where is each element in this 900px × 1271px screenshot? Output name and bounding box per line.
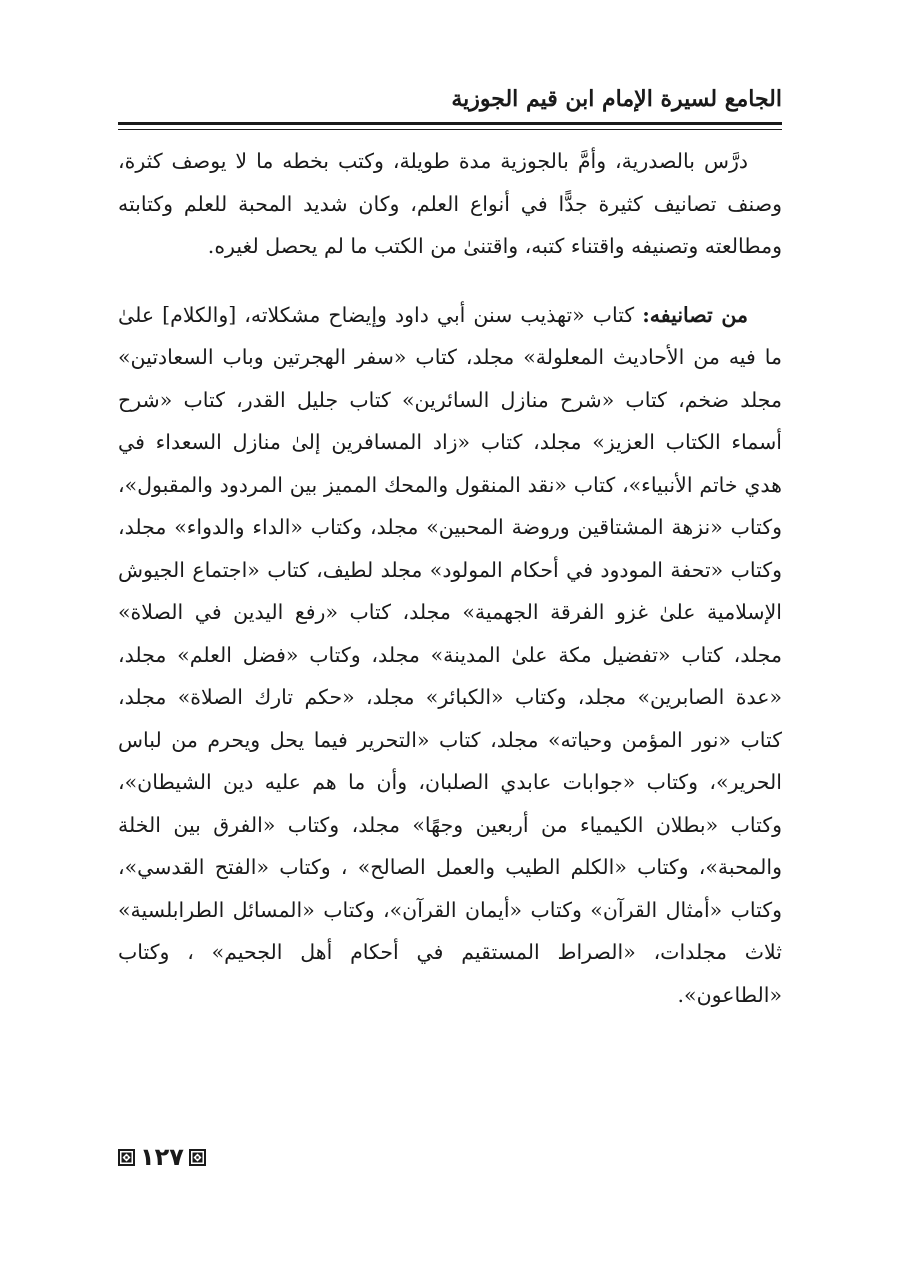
paragraph-1: درَّس بالصدرية، وأمَّ بالجوزية مدة طويلة، وكتب بخطه ما لا يوصف كثرة، وصنف تصانيف كثيرة جدًّا في أنواع العلم، وكان شديد المحبة للعلم وكتابته ومطالعته وتصنيفه واقتناء كتبه، واقتنىٰ من الكتب ما لم يحصل لغيره. [118,149,782,258]
paragraph-2-text: كتاب «تهذيب سنن أبي داود وإيضاح مشكلاته، [والكلام] علىٰ ما فيه من الأحاديث المعلولة» مجلد، كتاب «سفر الهجرتين وباب السعادتين» مجلد ضخم، كتاب «شرح منازل السائرين» كتاب جليل القدر، كتاب «شرح أسماء الكتاب العزيز» مجلد، كتاب «زاد المسافرين إلىٰ منازل السعداء في هدي خاتم الأنبياء»، كتاب «نقد المنقول والمحك المميز بين المردود والمقبول»، وكتاب «نزهة المشتاقين وروضة المحبين» مجلد، وكتاب «الداء والدواء» مجلد، وكتاب «تحفة المودود في أحكام المولود» مجلد لطيف، كتاب «اجتماع الجيوش الإسلامية علىٰ غزو الفرقة الجهمية» مجلد، كتاب «رفع اليدين في الصلاة» مجلد، كتاب «تفضيل مكة علىٰ المدينة» مجلد، وكتاب «فضل العلم» مجلد، «عدة الصابرين» مجلد، وكتاب «الكبائر» مجلد، «حكم تارك الصلاة» مجلد، كتاب «نور المؤمن وحياته» مجلد، كتاب «التحرير فيما يحل ويحرم من لباس الحرير»، وكتاب «جوابات عابدي الصلبان، وأن ما هم عليه دين الشيطان»، وكتاب «بطلان الكيمياء من أربعين وجهًا» مجلد، وكتاب «الفرق بين الخلة والمحبة»، وكتاب «الكلم الطيب والعمل الصالح» ، وكتاب «الفتح القدسي»، وكتاب «أمثال القرآن» وكتاب «أيمان القرآن»، وكتاب «المسائل الطرابلسية» ثلاث مجلدات، «الصراط المستقيم في أحكام أهل الجحيم» ، وكتاب «الطاعون». [118,302,782,1007]
header-rule-thin [118,129,782,130]
running-header-title: الجامع لسيرة الإمام ابن قيم الجوزية [451,86,782,112]
folio [118,1143,206,1171]
paragraph-2-lead-in: من تصانيفه: [642,302,748,327]
paragraph-2 [118,294,782,1017]
body-text [118,140,782,1016]
square-ornament-icon [189,1149,206,1166]
square-ornament-icon [118,1149,135,1166]
page-number: ١٢٧ [140,1143,184,1171]
header-rule-thick [118,122,782,125]
